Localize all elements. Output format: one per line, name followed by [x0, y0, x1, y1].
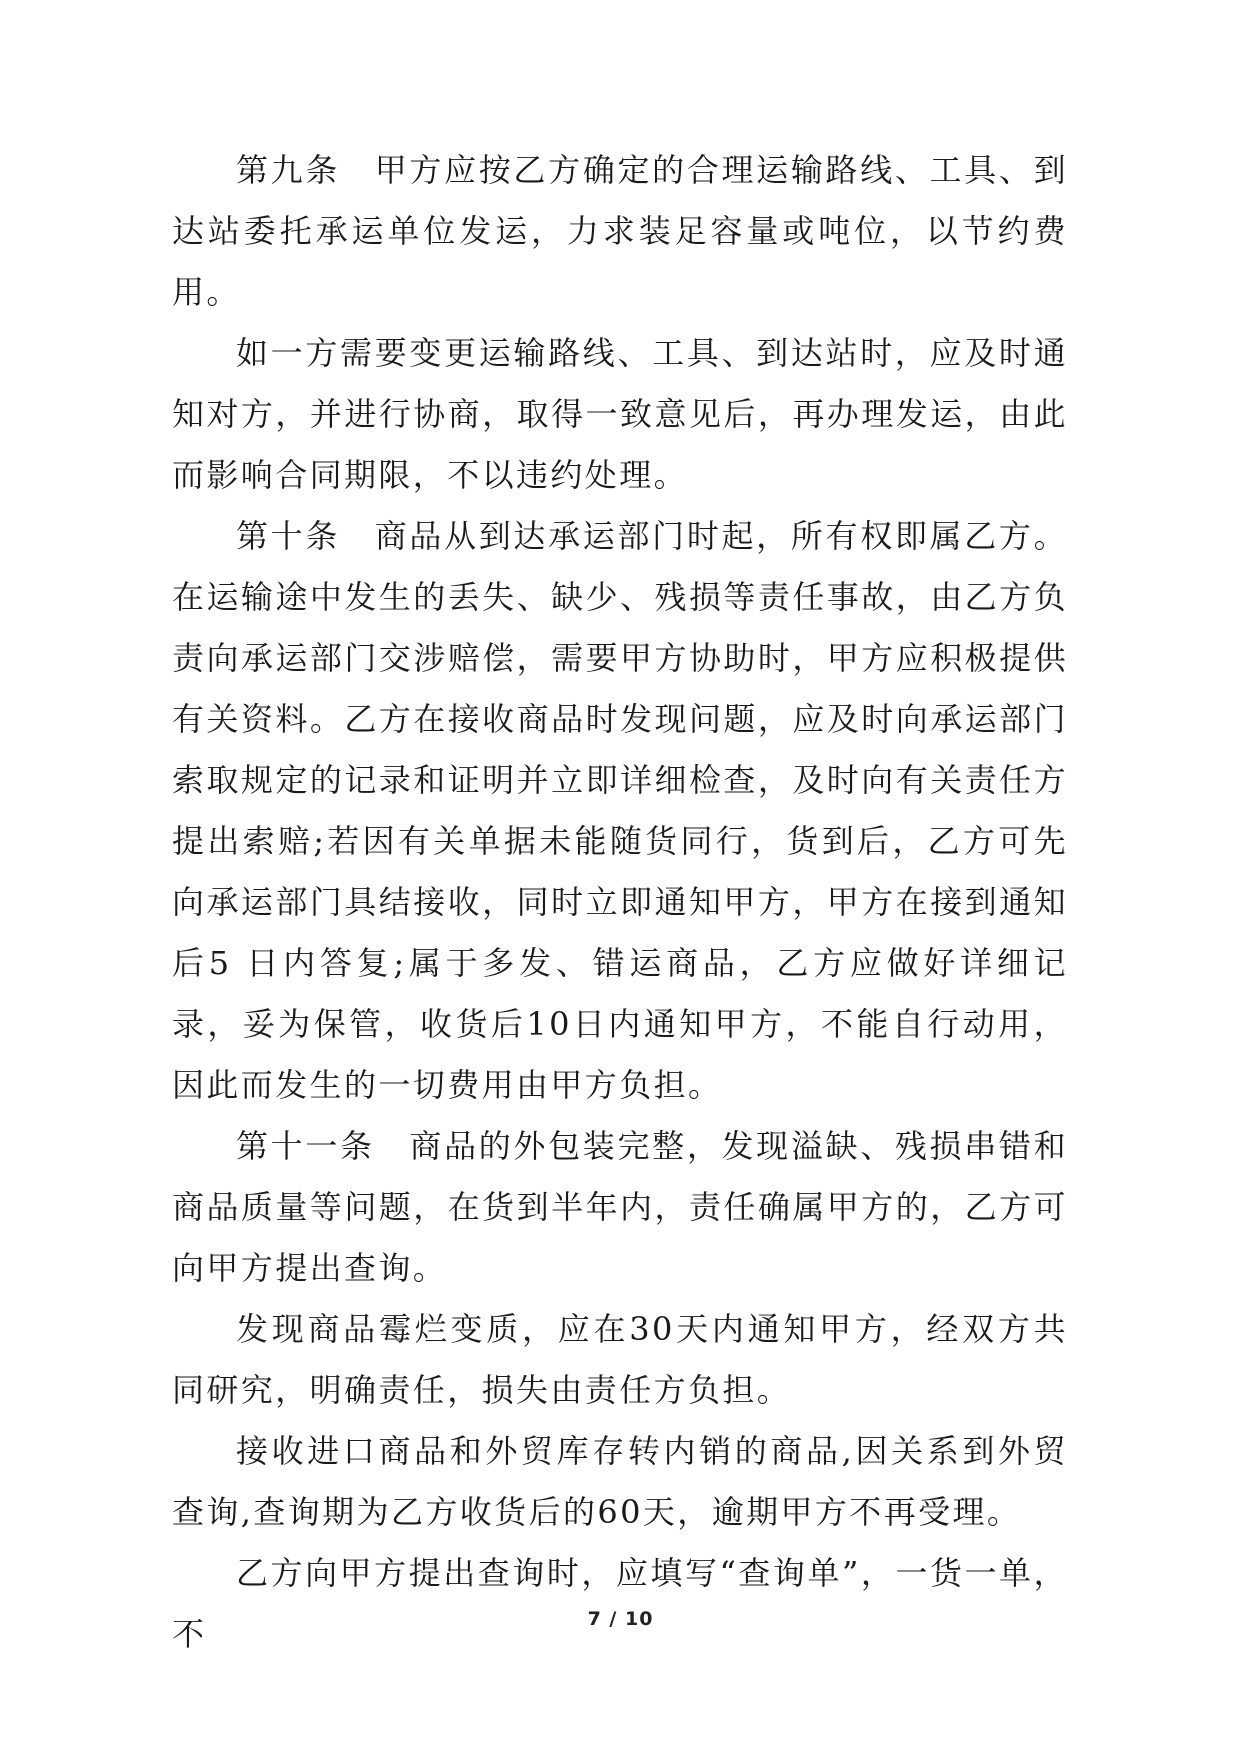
- paragraph-article-11: 第十一条 商品的外包装完整，发现溢缺、残损串错和商品质量等问题，在货到半年内，责任确属甲方的，乙方可向甲方提出查询。: [172, 1127, 1068, 1287]
- document-body: [172, 140, 1068, 1665]
- paragraph-import-goods: 接收进口商品和外贸库存转内销的商品,因关系到外贸查询,查询期为乙方收货后的60天，逾期甲方不再受理。: [172, 1432, 1068, 1531]
- paragraph-article-10: 第十条 商品从到达承运部门时起，所有权即属乙方。在运输途中发生的丢失、缺少、残损等责任事故，由乙方负责向承运部门交涉赔偿，需要甲方协助时，甲方应积极提供有关资料。乙方在接收商品时发现问题，应及时向承运部门索取规定的记录和证明并立即详细检查，及时向有关责任方提出索赔;若因有关单据未能随货同行，货到后，乙方可先向承运部门具结接收，同时立即通知甲方，甲方在接到通知后5 日内答复;属于多发、错运商品，乙方应做好详细记录，妥为保管，收货后10日内通知甲方，不能自行动用，因此而发生的一切费用由甲方负担。: [172, 517, 1068, 1104]
- paragraph-spoilage: 发现商品霉烂变质，应在30天内通知甲方，经双方共同研究，明确责任，损失由责任方负担。: [172, 1310, 1068, 1409]
- document-page: [172, 0, 1068, 1754]
- paragraph-article-9: 第九条 甲方应按乙方确定的合理运输路线、工具、到达站委托承运单位发运，力求装足容量或吨位，以节约费用。: [172, 151, 1068, 311]
- paragraph-route-change: 如一方需要变更运输路线、工具、到达站时，应及时通知对方，并进行协商，取得一致意见后，再办理发运，由此而影响合同期限，不以违约处理。: [172, 334, 1068, 494]
- page-number: [0, 1608, 1241, 1630]
- page-number-text: 7 / 10: [587, 1608, 654, 1630]
- paragraph-inquiry-form: 乙方向甲方提出查询时，应填写“查询单”，一货一单，不: [172, 1554, 1068, 1653]
